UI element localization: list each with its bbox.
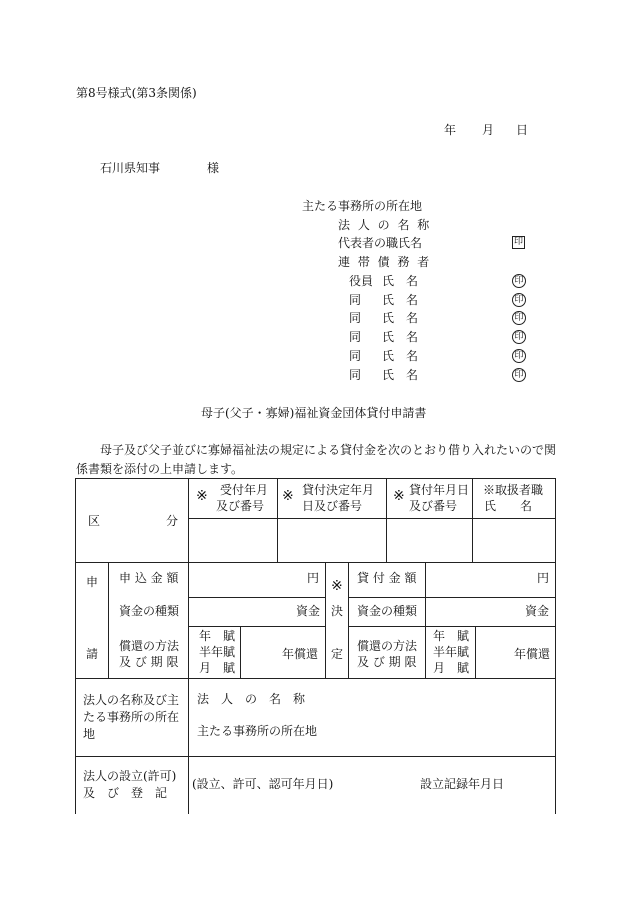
officer-role: 同	[349, 368, 362, 382]
intro-line-2: 係書類を添付の上申請します。	[76, 462, 244, 476]
intro-line-1: 母子及び父子並びに寡婦福祉法の規定による貸付金を次のとおり借り入れたいので関	[100, 443, 557, 457]
handler-header-1: ※取扱者職	[483, 483, 544, 497]
officer-role: 役員	[349, 274, 374, 288]
loan-date-header-2: 及び番号	[409, 499, 458, 513]
officer-name-label: 氏 名	[382, 293, 419, 307]
loan-repay-suffix: 年償還	[514, 647, 551, 661]
application-label-bottom: 請	[86, 647, 99, 661]
officer-name-label: 氏 名	[382, 311, 419, 325]
kubun-label-1: 区	[88, 514, 101, 528]
officer-role: 同	[349, 311, 362, 325]
apply-repay-option: 年 賦	[199, 629, 236, 643]
decision-label-top: 決	[331, 604, 344, 618]
loan-fund-type-label: 資金の種類	[357, 604, 418, 618]
establishment-date-field: (設立、許可、認可年月日)	[192, 777, 334, 791]
mark-asterisk: ※	[196, 488, 208, 504]
receipt-header-2: 及び番号	[216, 499, 265, 513]
corp-name-field-label: 法 人 の 名 称	[197, 692, 306, 706]
apply-fund-type-label: 資金の種類	[119, 604, 180, 618]
loan-repay-label-2: 及 び 期 限	[357, 655, 417, 669]
corp-address-field-label: 主たる事務所の所在地	[197, 724, 318, 738]
seal-round-icon: 印	[512, 293, 526, 307]
apply-repay-label-1: 償還の方法	[119, 639, 180, 653]
mark-asterisk: ※	[331, 578, 343, 594]
establishment-label: 法人の設立(許可) 及 び 登 記	[83, 769, 177, 800]
document-title: 母子(父子・寡婦)福祉資金団体貸付申請書	[201, 406, 427, 420]
addressee-honorific: 様	[207, 161, 220, 175]
seal-round-icon: 印	[512, 330, 526, 344]
application-label-top: 申	[86, 575, 99, 589]
officer-name-label: 氏 名	[382, 330, 419, 344]
guarantors-label: 連 帯 債 務 者	[338, 255, 432, 269]
loan-repay-option: 月 賦	[433, 661, 470, 675]
apply-amount-label: 申 込 金 額	[119, 571, 179, 585]
mark-asterisk: ※	[282, 488, 294, 504]
officer-name-label: 氏 名	[382, 368, 419, 382]
loan-amount-label: 貸 付 金 額	[357, 571, 417, 585]
kubun-label-2: 分	[166, 514, 179, 528]
seal-round-icon: 印	[512, 274, 526, 288]
form-number: 第8号様式(第3条関係)	[76, 86, 197, 100]
office-address-label: 主たる事務所の所在地	[302, 199, 423, 213]
officer-name-label: 氏 名	[382, 274, 419, 288]
addressee-name: 石川県知事	[100, 161, 161, 175]
rep-name-label: 代表者の職氏名	[338, 236, 423, 250]
officer-role: 同	[349, 293, 362, 307]
seal-square-icon: 印	[513, 237, 523, 247]
mark-asterisk: ※	[393, 488, 405, 504]
loan-repay-label-1: 償還の方法	[357, 639, 418, 653]
apply-repay-option: 半年賦	[199, 645, 236, 659]
apply-repay-option: 月 賦	[199, 661, 236, 675]
corp-info-label: 法人の名称及び主 たる事務所の所在 地	[83, 693, 180, 741]
loan-yen-unit: 円	[537, 571, 550, 585]
seal-round-icon: 印	[512, 311, 526, 325]
apply-repay-label-2: 及 び 期 限	[119, 655, 179, 669]
establishment-record-field: 設立記録年月日	[420, 777, 505, 791]
date-year-label: 年	[444, 123, 457, 137]
corp-name-label: 法 人 の 名 称	[338, 218, 432, 232]
loan-repay-option: 半年賦	[433, 645, 470, 659]
receipt-header-1: 受付年月	[220, 483, 269, 497]
loan-repay-option: 年 賦	[433, 629, 470, 643]
decision-label-bottom: 定	[331, 647, 344, 661]
loan-fund-unit: 資金	[525, 604, 550, 618]
decision-header-2: 日及び番号	[302, 499, 363, 513]
seal-round-icon: 印	[512, 349, 526, 363]
apply-fund-unit: 資金	[296, 604, 321, 618]
decision-header-1: 貸付決定年月	[302, 483, 375, 497]
officer-role: 同	[349, 349, 362, 363]
officer-role: 同	[349, 330, 362, 344]
date-day-label: 日	[516, 123, 529, 137]
officer-name-label: 氏 名	[382, 349, 419, 363]
loan-date-header-1: 貸付年月日	[409, 483, 470, 497]
apply-yen-unit: 円	[307, 571, 320, 585]
seal-round-icon: 印	[512, 368, 526, 382]
apply-repay-suffix: 年償還	[282, 647, 319, 661]
date-month-label: 月	[482, 123, 495, 137]
handler-header-2: 氏 名	[484, 499, 533, 513]
